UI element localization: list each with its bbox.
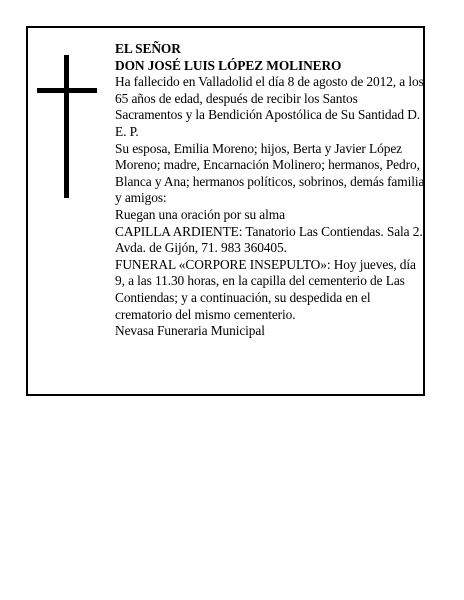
funeral-info: FUNERAL «CORPORE INSEPULTO»: Hoy jueves, día 9, a las 11.30 horas, en la capilla del cementerio de Las Contiendas; y a continuación, su despedida en el crematorio del mismo cementerio. <box>115 256 416 322</box>
family-list: Su esposa, Emilia Moreno; hijos, Berta y Javier López Moreno; madre, Encarnación Molinero; hermanos, Pedro, Blanca y Ana; hermanos políticos, sobrinos, demás familia y amigos: <box>115 140 425 206</box>
prayer-request: Ruegan una oración por su alma <box>115 206 285 222</box>
death-announcement: Ha fallecido en Valladolid el día 8 de agosto de 2012, a los 65 años de edad, después de recibir los Santos Sacramentos y la Bendición Apostólica de Su Santidad D. E. P. <box>115 74 424 139</box>
deceased-name: DON JOSÉ LUIS LÓPEZ MOLINERO <box>115 57 342 73</box>
chapel-info: CAPILLA ARDIENTE: Tanatorio Las Contiendas. Sala 2. Avda. de Gijón, 71. 983 360405. <box>115 223 423 256</box>
title-line-1: EL SEÑOR <box>115 41 181 56</box>
cross-vertical-bar <box>64 55 69 198</box>
cross-icon <box>37 55 97 198</box>
cross-horizontal-bar <box>37 88 97 93</box>
obituary-notice <box>26 26 425 396</box>
obituary-text <box>115 41 427 340</box>
funeral-home: Nevasa Funeraria Municipal <box>115 323 265 339</box>
